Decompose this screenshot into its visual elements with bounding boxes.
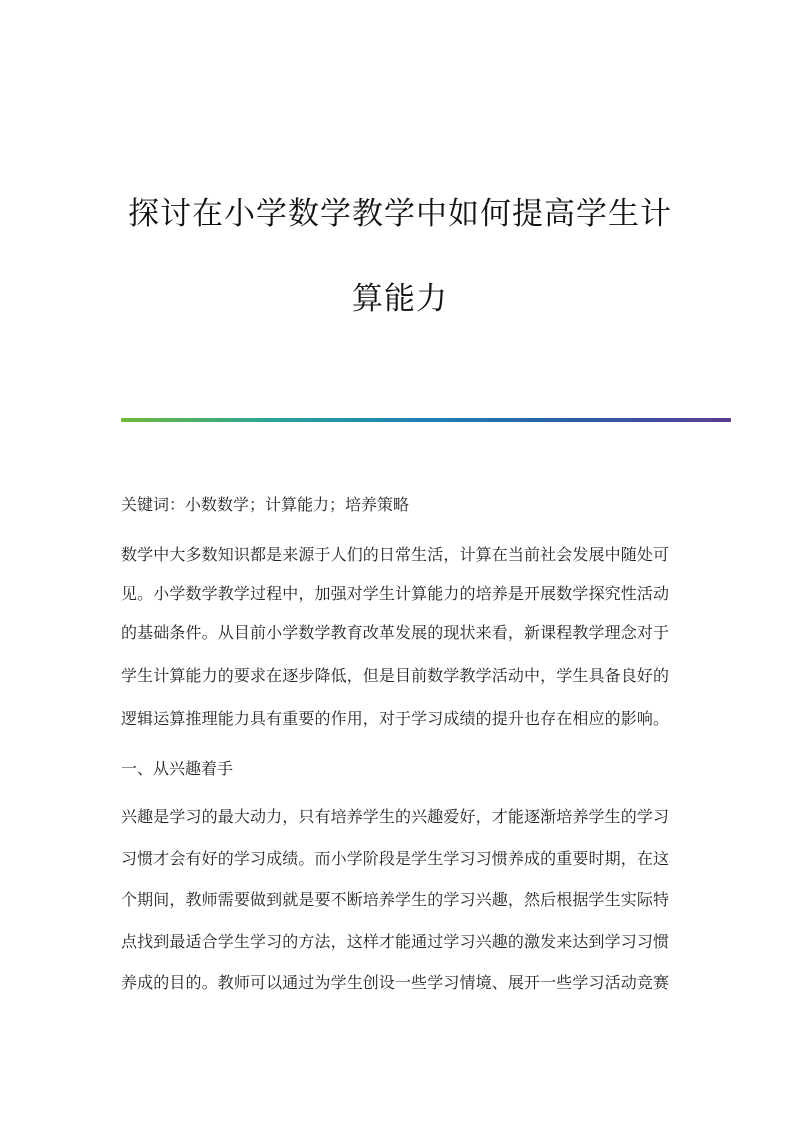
- keywords-line: 关键词：小数数学；计算能力；培养策略: [121, 495, 410, 514]
- paragraph-2-line-2: 习惯才会有好的学习成绩。而小学阶段是学生学习习惯养成的重要时期，在这: [121, 849, 669, 868]
- paragraph-1-line-4: 学生计算能力的要求在逐步降低，但是目前数学教学活动中，学生具备良好的: [121, 666, 669, 685]
- section-1-heading: 一、从兴趣着手: [121, 759, 234, 778]
- document-title-line-2: 算能力: [352, 281, 448, 317]
- paragraph-2-line-1: 兴趣是学习的最大动力，只有培养学生的兴趣爱好，才能逐渐培养学生的学习: [121, 807, 669, 826]
- paragraph-1-line-3: 的基础条件。从目前小学数学教育改革发展的现状来看，新课程教学理念对于: [121, 623, 669, 642]
- paragraph-1-line-1: 数学中大多数知识都是来源于人们的日常生活，计算在当前社会发展中随处可: [121, 545, 669, 564]
- paragraph-1-line-5: 逻辑运算推理能力具有重要的作用，对于学习成绩的提升也存在相应的影响。: [121, 709, 669, 728]
- paragraph-2-line-5: 养成的目的。教师可以通过为学生创设一些学习情境、展开一些学习活动竞赛: [121, 973, 669, 992]
- document-title-line-1: 探讨在小学数学教学中如何提高学生计: [128, 196, 672, 232]
- paragraph-1-line-2: 见。小学数学教学过程中，加强对学生计算能力的培养是开展数学探究性活动: [121, 584, 669, 603]
- paragraph-2-line-4: 点找到最适合学生学习的方法，这样才能通过学习兴趣的激发来达到学习习惯: [121, 932, 669, 951]
- title-divider: [121, 418, 731, 422]
- paragraph-2-line-3: 个期间，教师需要做到就是要不断培养学生的学习兴趣，然后根据学生实际特: [121, 890, 669, 909]
